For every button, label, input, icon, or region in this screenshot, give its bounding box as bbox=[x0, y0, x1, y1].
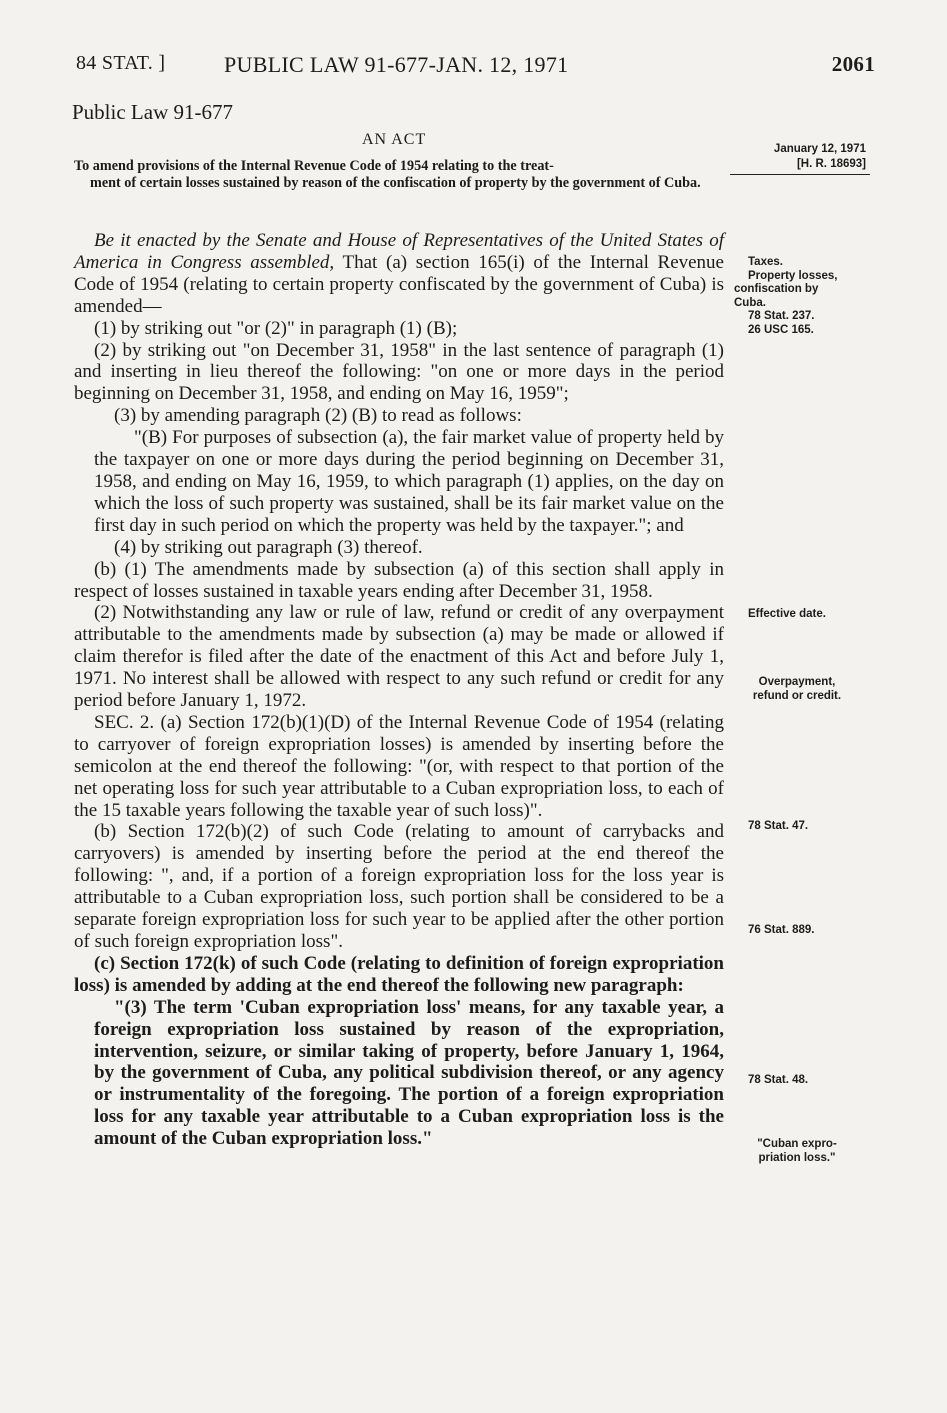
running-head-title: PUBLIC LAW 91-677-JAN. 12, 1971 bbox=[224, 52, 569, 77]
margin-note-effective-date: Effective date. bbox=[748, 608, 826, 620]
section-2a-text: (a) Section 172(b)(1)(D) of the Internal Revenue Code of 1954 (relating to carryover of foreign expropriation losses) is amended by inserting before the semicolon at the end thereof the following: "(or, with respect to that portion of the net operating loss for such year attributable to a Cuban expropriation loss, to each of the 15 taxable years following the taxable year of such loss)". bbox=[74, 711, 724, 821]
amendment-3-quote-text: "(B) For purposes of subsection (a), the fair market value of property held by the taxpayer on one or more days during the period beginning on December 31, 1958, and ending on May 16, 1959, to which paragraph (1) applies, on the day on which the loss of such property was sustained, shall be its fair market value on the first day in such period on which the property was held by the taxpayer."; and bbox=[94, 427, 724, 536]
amendment-1: (1) by striking out "or (2)" in paragraph (1) (B); bbox=[94, 317, 458, 339]
amendment-2 bbox=[54, 340, 724, 406]
section-1b1: (b) (1) The amendments made by subsection (a) of this section shall apply in respect of losses sustained in taxable years ending after December 31, 1958. bbox=[74, 558, 724, 602]
margin-note-overpayment bbox=[732, 676, 862, 703]
section-2a bbox=[74, 712, 724, 822]
section-2-label: SEC. 2. bbox=[94, 711, 155, 733]
margin-note-76-stat-889: 76 Stat. 889. bbox=[748, 924, 815, 936]
public-law-title: Public Law 91-677 bbox=[72, 100, 233, 124]
note-78-stat-237: 78 Stat. 237. bbox=[748, 310, 815, 322]
enacting-clause bbox=[74, 230, 724, 318]
purpose-first-line: To amend provisions of the Internal Revenue Code of 1954 relating to the treat- bbox=[74, 158, 554, 174]
note-property-losses: Property losses, bbox=[748, 269, 838, 282]
amendment-3-quote bbox=[74, 427, 724, 537]
section-2c-quote: "(3) The term 'Cuban expropriation loss' means, for any taxable year, a foreign expropriation loss sustained by reason of the expropriation, intervention, seizure, or similar taking of property, before January 1, 1964, by the government of Cuba, any political subdivision thereof, or any agency or instrumentality of the foregoing. The portion of a foreign expropriation loss for any taxable year attributable to a Cuban expropriation loss is the amount of the Cuban expropriation loss." bbox=[94, 996, 724, 1150]
margin-note-78-stat-48: 78 Stat. 48. bbox=[748, 1074, 809, 1086]
note-cuba: Cuba. bbox=[734, 296, 766, 309]
enacting-formula: Be it enacted by the Senate and House of Representatives of the United States of America in Congress assembled, bbox=[74, 230, 724, 273]
an-act-heading: AN ACT bbox=[362, 131, 427, 148]
note-overpayment: Overpayment, bbox=[758, 676, 836, 688]
amendment-4: (4) by striking out paragraph (3) thereof. bbox=[114, 536, 423, 558]
running-head-citation: 84 STAT. ] bbox=[76, 52, 166, 74]
amendment-2-text: (2) by striking out "on December 31, 1958" in the last sentence of paragraph (1) and inserting in lieu thereof the following: "on one or more days in the period beginning on December 31, 1958, and ending on May 16, 1959"; bbox=[74, 339, 724, 405]
note-26-usc-165: 26 USC 165. bbox=[748, 323, 814, 336]
page-number: 2061 bbox=[831, 52, 875, 76]
note-confiscation: confiscation by bbox=[734, 283, 819, 295]
purpose-continuation: ment of certain losses sustained by reason of the confiscation of property by the government of Cuba. bbox=[90, 175, 701, 191]
note-taxes: Taxes. bbox=[748, 256, 783, 268]
enactment-date-note bbox=[738, 142, 866, 172]
amendment-3: (3) by amending paragraph (2) (B) to read as follows: bbox=[114, 405, 522, 427]
enactment-date: January 12, 1971 bbox=[773, 143, 866, 155]
section-2b: (b) Section 172(b)(2) of such Code (relating to amount of carrybacks and carryovers) is amended by inserting before the period at the end thereof the following: ", and, if a portion of a foreign expropriation loss for the loss year is attributable to a Cuban expropriation loss, such portion shall be considered to be a separate foreign expropriation loss for such year to be applied after the other portion of such foreign expropriation loss". bbox=[74, 821, 724, 952]
margin-note-taxes bbox=[734, 256, 878, 337]
margin-note-cuban-expropriation-loss bbox=[732, 1138, 862, 1165]
note-cuban-expro-2: priation loss." bbox=[758, 1151, 836, 1164]
note-refund-or-credit: refund or credit. bbox=[752, 689, 842, 702]
section-1a-text: That (a) section 165(i) of the Internal Revenue Code of 1954 (relating to certain property confiscated by the government of Cuba) is amended— bbox=[74, 251, 724, 317]
act-purpose bbox=[74, 158, 734, 192]
section-2c: (c) Section 172(k) of such Code (relating to definition of foreign expropriation loss) is amended by adding at the end thereof the following new paragraph: bbox=[74, 952, 724, 996]
note-cuban-expro-1: "Cuban expro- bbox=[757, 1138, 837, 1150]
law-body bbox=[74, 230, 724, 1150]
margin-rule bbox=[730, 174, 870, 175]
bill-number: [H. R. 18693] bbox=[796, 158, 866, 170]
margin-note-78-stat-47: 78 Stat. 47. bbox=[748, 820, 809, 832]
section-1b2: (2) Notwithstanding any law or rule of law, refund or credit of any overpayment attributable to the amendments made by subsection (a) may be made or allowed if claim therefor is filed after the date of the enactment of this Act and before July 1, 1971. No interest shall be allowed with respect to any such refund or credit for any period before January 1, 1972. bbox=[74, 602, 724, 712]
